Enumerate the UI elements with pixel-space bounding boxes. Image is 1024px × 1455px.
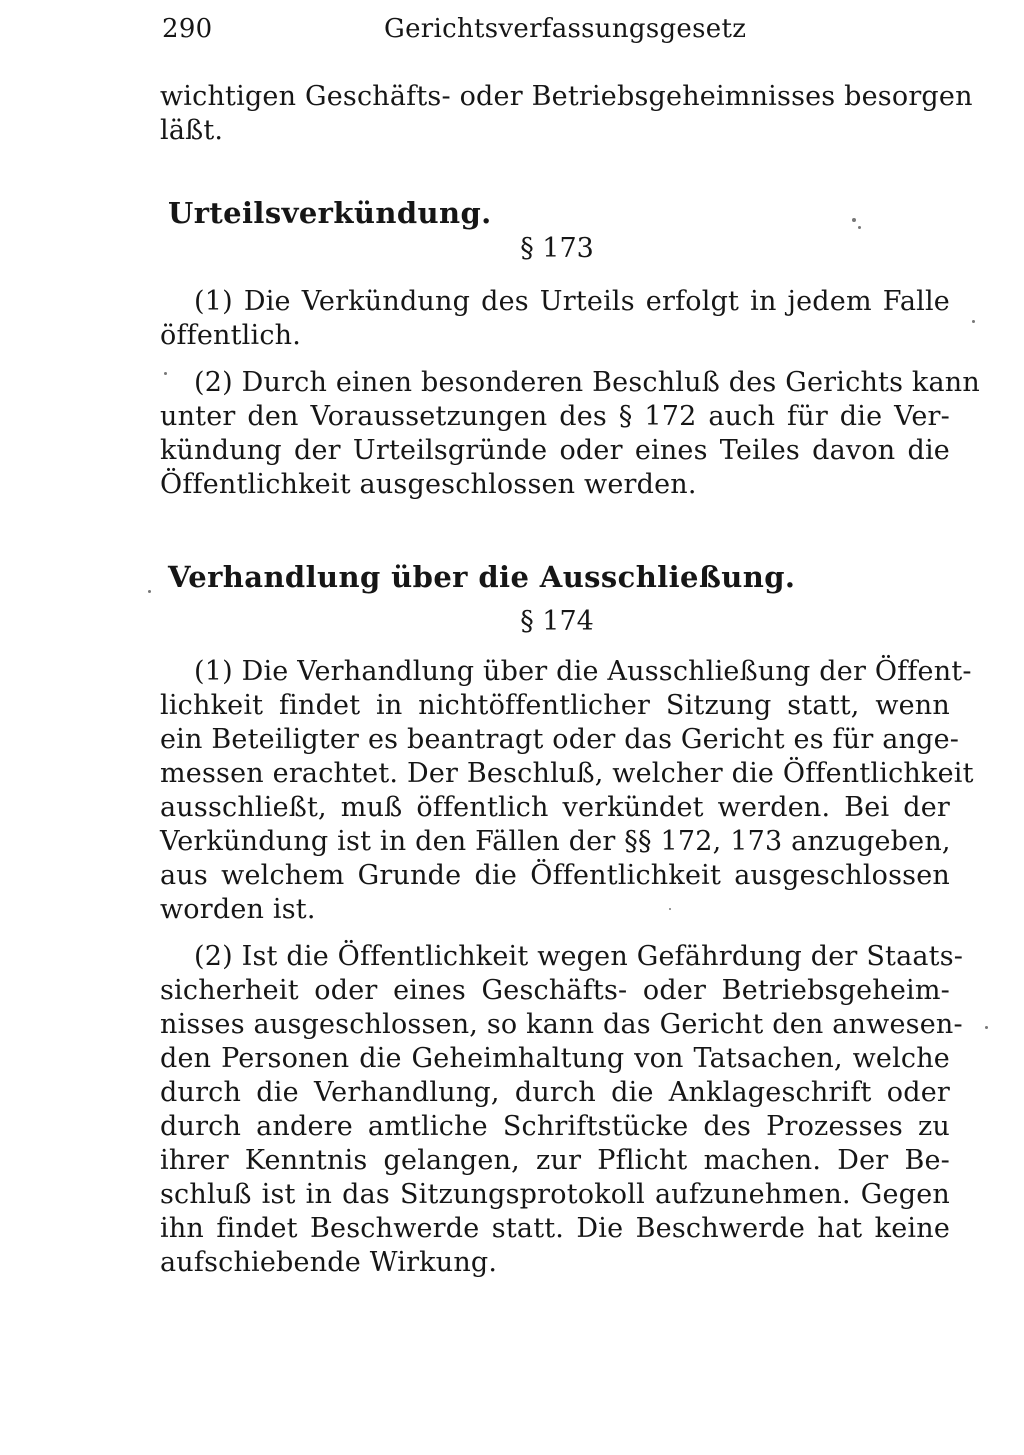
- scan-speck: [852, 218, 856, 222]
- scan-speck: [148, 590, 151, 593]
- scan-speck: [858, 226, 861, 229]
- scan-speck: [985, 1026, 988, 1029]
- text-line: lichkeit findet in nichtöffentlicher Sitzung statt, wenn: [160, 690, 950, 721]
- text-line: unter den Voraussetzungen des § 172 auch für die Ver-: [160, 401, 950, 432]
- text-line: ihn findet Beschwerde statt. Die Beschwerde hat keine: [160, 1213, 950, 1244]
- text-line: aus welchem Grunde die Öffentlichkeit ausgeschlossen: [160, 860, 950, 891]
- scan-speck: [669, 908, 671, 910]
- text-line: durch andere amtliche Schriftstücke des Prozesses zu: [160, 1111, 950, 1142]
- continuation-paragraph: [160, 80, 973, 148]
- scan-speck: [164, 372, 167, 375]
- text-line: (1) Die Verkündung des Urteils erfolgt in jedem Falle: [194, 286, 950, 317]
- text-line: ihrer Kenntnis gelangen, zur Pflicht machen. Der Be-: [160, 1145, 950, 1176]
- text-line: Verkündung ist in den Fällen der §§ 172, 173 anzugeben,: [160, 826, 951, 857]
- text-line: wichtigen Geschäfts- oder Betriebsgeheimnisses besorgen: [160, 81, 973, 112]
- text-line: öffentlich.: [160, 320, 302, 351]
- section-174-paragraph-2: [160, 940, 964, 1280]
- text-line: (2) Durch einen besonderen Beschluß des Gerichts kann: [194, 367, 980, 398]
- text-line: läßt.: [160, 115, 224, 146]
- section-174-paragraph-1: [160, 655, 974, 927]
- page-number: 290: [162, 14, 213, 44]
- section-174-heading: Verhandlung über die Ausschließung.: [168, 560, 796, 594]
- text-line: aufschiebende Wirkung.: [160, 1247, 498, 1278]
- text-line: worden ist.: [160, 894, 316, 925]
- section-173-paragraph-2: [160, 366, 980, 502]
- text-line: Öffentlichkeit ausgeschlossen werden.: [160, 469, 697, 500]
- text-line: messen erachtet. Der Beschluß, welcher die Öffentlichkeit: [160, 758, 974, 789]
- section-173-paragraph-1: [160, 285, 950, 353]
- text-line: (1) Die Verhandlung über die Ausschließung der Öffent-: [194, 656, 972, 687]
- text-line: den Personen die Geheimhaltung von Tatsachen, welche: [160, 1043, 950, 1074]
- scan-speck: [972, 320, 975, 323]
- running-title: Gerichtsverfassungsgesetz: [384, 14, 747, 44]
- page-header: [160, 14, 950, 54]
- text-line: nisses ausgeschlossen, so kann das Gericht den anwesen-: [160, 1009, 963, 1040]
- text-line: kündung der Urteilsgründe oder eines Teiles davon die: [160, 435, 950, 466]
- text-line: schluß ist in das Sitzungsprotokoll aufzunehmen. Gegen: [160, 1179, 950, 1210]
- text-line: ausschließt, muß öffentlich verkündet werden. Bei der: [160, 792, 950, 823]
- text-line: durch die Verhandlung, durch die Anklageschrift oder: [160, 1077, 950, 1108]
- section-173-heading: Urteilsverkündung.: [168, 196, 492, 230]
- text-line: (2) Ist die Öffentlichkeit wegen Gefährdung der Staats-: [194, 941, 964, 972]
- text-line: sicherheit oder eines Geschäfts- oder Betriebsgeheim-: [160, 975, 950, 1006]
- text-line: ein Beteiligter es beantragt oder das Gericht es für ange-: [160, 724, 960, 755]
- section-174-number: § 174: [520, 606, 594, 637]
- section-173-number: § 173: [520, 233, 594, 264]
